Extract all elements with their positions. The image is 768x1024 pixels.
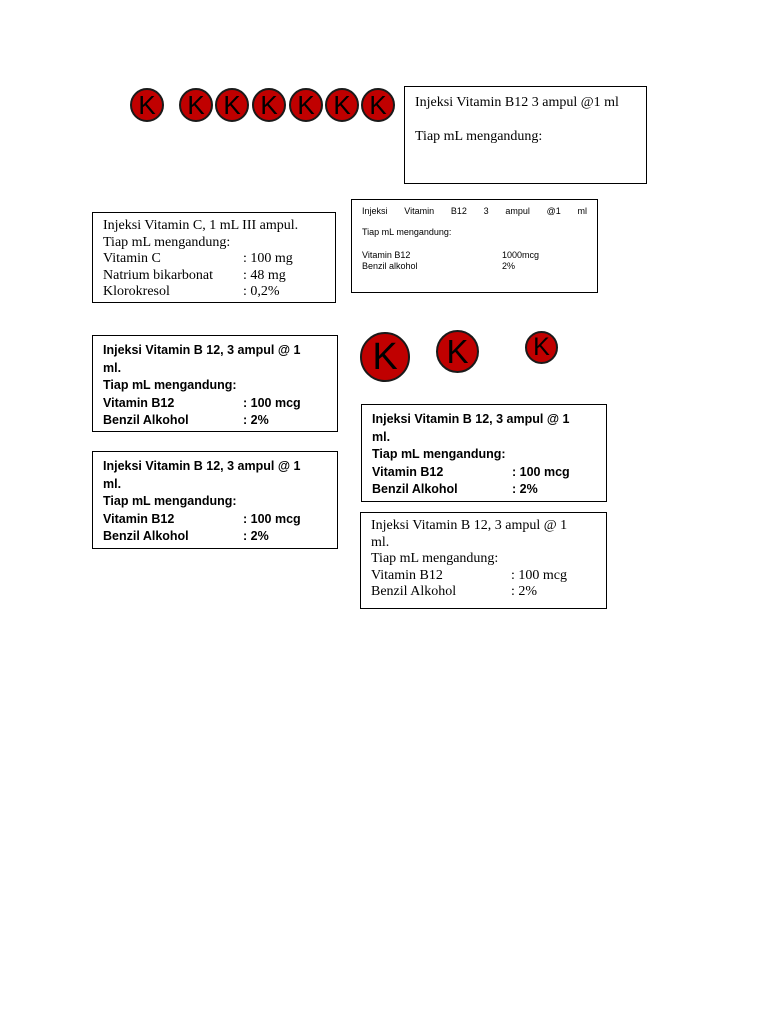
- label-b12-serif: [360, 512, 607, 609]
- k-circle-icon: K: [436, 330, 479, 373]
- ingredient-value: 2%: [502, 261, 516, 271]
- label-title: Injeksi Vitamin C, 1 mL III ampul.: [103, 218, 299, 233]
- ingredient-row: [372, 464, 596, 482]
- label-subtitle: Tiap mL mengandung:: [103, 494, 237, 508]
- label-title-cont: ml.: [103, 476, 122, 491]
- label-title: Injeksi Vitamin B 12, 3 ampul @ 1: [103, 459, 301, 473]
- k-circle-icon: K: [360, 332, 410, 382]
- k-circle-icon: K: [361, 88, 395, 122]
- ingredient-value: : 100 mcg: [243, 511, 301, 526]
- ingredient-value: : 2%: [243, 413, 269, 427]
- title-word: 3: [483, 206, 489, 216]
- ingredient-value: : 100 mcg: [511, 567, 567, 583]
- title-word: B12: [450, 206, 467, 216]
- ingredient-name: Vitamin B12: [103, 511, 175, 526]
- ingredient-row: [371, 584, 596, 601]
- ingredient-name: Vitamin B12: [371, 567, 443, 583]
- label-subtitle: Tiap mL mengandung:: [103, 234, 231, 250]
- label-subtitle: Tiap mL mengandung:: [415, 129, 543, 144]
- title-word: ampul: [505, 206, 530, 216]
- ingredient-name: Natrium bikarbonat: [103, 267, 214, 283]
- ingredient-name: Benzil Alkohol: [372, 482, 458, 496]
- title-word: ml: [577, 206, 587, 216]
- ingredient-value: : 2%: [511, 584, 538, 599]
- label-subtitle: Tiap mL mengandung:: [362, 227, 452, 237]
- ingredient-row: [103, 511, 327, 529]
- label-title-cont: ml.: [371, 534, 390, 550]
- ingredient-row: [103, 395, 327, 413]
- ingredient-name: Benzil alkohol: [362, 261, 418, 271]
- label-title: Injeksi Vitamin B 12, 3 ampul @ 1: [371, 518, 568, 533]
- ingredient-value: : 0,2%: [243, 284, 280, 299]
- ingredient-row: [362, 250, 587, 261]
- ingredient-row: [372, 481, 596, 499]
- ingredient-value: : 100 mg: [243, 251, 293, 266]
- label-vitamin-c: [92, 212, 336, 303]
- ingredient-row: [103, 268, 325, 285]
- label-title: [362, 206, 587, 217]
- ingredient-value: : 100 mcg: [512, 464, 570, 479]
- label-title-cont: ml.: [372, 429, 391, 444]
- label-b12-bold: [92, 451, 338, 549]
- ingredient-row: [362, 261, 587, 272]
- ingredient-name: Benzil Alkohol: [103, 413, 189, 427]
- k-circle-icon: K: [289, 88, 323, 122]
- label-subtitle: Tiap mL mengandung:: [371, 551, 499, 566]
- ingredient-row: [103, 528, 327, 546]
- ingredient-name: Vitamin B12: [372, 464, 444, 479]
- title-word: Injeksi: [362, 206, 388, 216]
- label-b12-bold: [361, 404, 607, 502]
- ingredient-value: : 100 mcg: [243, 395, 301, 410]
- label-subtitle: Tiap mL mengandung:: [372, 447, 506, 461]
- ingredient-row: [103, 251, 325, 268]
- k-circle-icon: K: [252, 88, 286, 122]
- ingredient-value: : 2%: [512, 482, 538, 496]
- ingredient-row: [371, 568, 596, 585]
- label-title: Injeksi Vitamin B 12, 3 ampul @ 1: [372, 412, 570, 426]
- label-subtitle: Tiap mL mengandung:: [103, 378, 237, 392]
- ingredient-name: Benzil Alkohol: [371, 584, 457, 599]
- label-title-cont: ml.: [103, 360, 122, 375]
- ingredient-name: Vitamin B12: [362, 250, 411, 260]
- ingredient-name: Vitamin C: [103, 251, 161, 266]
- k-circle-icon: K: [325, 88, 359, 122]
- label-b12-small: [351, 199, 598, 293]
- ingredient-value: 1000mcg: [502, 250, 540, 260]
- ingredient-name: Benzil Alkohol: [103, 529, 189, 543]
- ingredient-name: Vitamin B12: [103, 395, 175, 410]
- label-title: Injeksi Vitamin B 12, 3 ampul @ 1: [103, 343, 301, 357]
- ingredient-value: : 48 mg: [243, 267, 286, 283]
- label-b12-bold: [92, 335, 338, 432]
- title-word: Vitamin: [404, 206, 435, 216]
- k-circle-icon: K: [130, 88, 164, 122]
- ingredient-row: [103, 412, 327, 430]
- k-circle-icon: K: [215, 88, 249, 122]
- ingredient-row: [103, 284, 325, 301]
- k-circle-icon: K: [179, 88, 213, 122]
- k-circle-icon: K: [525, 331, 558, 364]
- title-word: @1: [546, 206, 561, 216]
- label-b12-top: [404, 86, 647, 184]
- label-title: Injeksi Vitamin B12 3 ampul @1 ml: [415, 95, 619, 110]
- ingredient-value: : 2%: [243, 529, 269, 543]
- ingredient-name: Klorokresol: [103, 284, 170, 299]
